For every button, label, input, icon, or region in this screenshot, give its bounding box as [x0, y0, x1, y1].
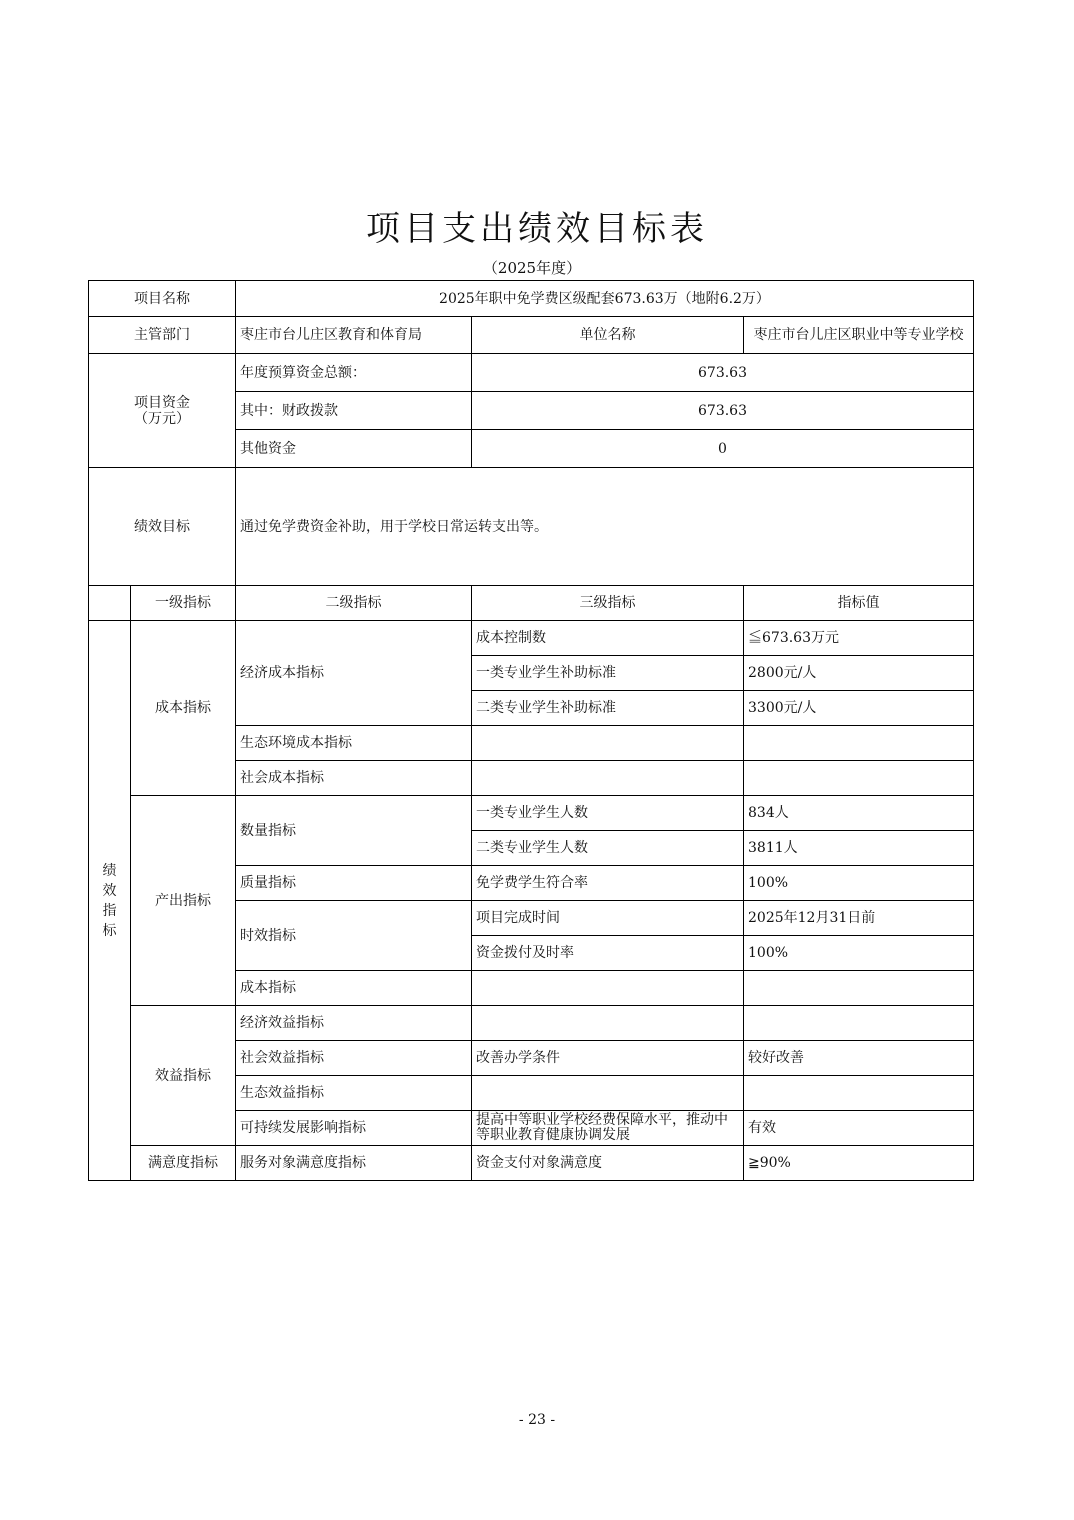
value-cell: ≦673.63万元 [744, 621, 974, 656]
value-cell [744, 726, 974, 761]
level2-cell: 社会成本指标 [236, 761, 472, 796]
level3-cell: 二类专业学生补助标准 [472, 691, 744, 726]
table-row [89, 796, 974, 831]
value-cell: 有效 [744, 1111, 974, 1146]
level2-cell: 社会效益指标 [236, 1041, 472, 1076]
header-level1: 一级指标 [131, 586, 236, 621]
table-row [89, 1006, 974, 1041]
level3-cell: 资金支付对象满意度 [472, 1146, 744, 1181]
value-cell: 834人 [744, 796, 974, 831]
page-number: - 23 - [518, 1412, 556, 1428]
project-name-value: 2025年职中免学费区级配套673.63万（地附6.2万） [236, 281, 974, 317]
level2-cell: 经济成本指标 [236, 621, 472, 726]
level2-cell: 可持续发展影响指标 [236, 1111, 472, 1146]
value-cell: 100% [744, 866, 974, 901]
level2-cell: 时效指标 [236, 901, 472, 971]
value-cell: 2800元/人 [744, 656, 974, 691]
level2-cell: 质量指标 [236, 866, 472, 901]
funds-item-label: 其中：财政拨款 [236, 392, 472, 430]
table-header-row [89, 586, 974, 621]
project-name-label: 项目名称 [89, 281, 236, 317]
funds-item-label: 其他资金 [236, 430, 472, 468]
value-cell [744, 971, 974, 1006]
level2-cell: 成本指标 [236, 971, 472, 1006]
unit-label: 单位名称 [472, 317, 744, 354]
level2-cell: 数量指标 [236, 796, 472, 866]
value-cell: ≧90% [744, 1146, 974, 1181]
funds-item-value: 0 [472, 430, 974, 468]
funds-item-label: 年度预算资金总额： [236, 354, 472, 392]
level3-cell [472, 971, 744, 1006]
level3-cell: 资金拨付及时率 [472, 936, 744, 971]
level3-cell: 一类专业学生人数 [472, 796, 744, 831]
page-title: 项目支出绩效目标表 [366, 209, 708, 249]
goal-value: 通过免学费资金补助，用于学校日常运转支出等。 [236, 468, 974, 586]
level3-cell [472, 1006, 744, 1041]
level3-cell: 改善办学条件 [472, 1041, 744, 1076]
value-cell: 2025年12月31日前 [744, 901, 974, 936]
unit-value: 枣庄市台儿庄区职业中等专业学校 [744, 317, 974, 354]
table-row [89, 281, 974, 317]
level2-cell: 生态环境成本指标 [236, 726, 472, 761]
fiscal-year: （2025年度） [482, 259, 582, 277]
value-cell: 3300元/人 [744, 691, 974, 726]
header-level2: 二级指标 [236, 586, 472, 621]
level3-cell: 成本控制数 [472, 621, 744, 656]
funds-item-value: 673.63 [472, 392, 974, 430]
funds-item-value: 673.63 [472, 354, 974, 392]
value-cell: 100% [744, 936, 974, 971]
table-row [89, 468, 974, 586]
level3-cell: 免学费学生符合率 [472, 866, 744, 901]
table-row [89, 317, 974, 354]
value-cell: 较好改善 [744, 1041, 974, 1076]
header-level3: 三级指标 [472, 586, 744, 621]
indicators-section-label: 绩效指标 [89, 621, 131, 1181]
level3-cell: 提高中等职业学校经费保障水平，推动中等职业教育健康协调发展 [472, 1111, 744, 1146]
level1-benefit: 效益指标 [131, 1006, 236, 1146]
level2-cell: 生态效益指标 [236, 1076, 472, 1111]
level3-cell: 项目完成时间 [472, 901, 744, 936]
level3-cell: 二类专业学生人数 [472, 831, 744, 866]
value-cell [744, 761, 974, 796]
level1-output: 产出指标 [131, 796, 236, 1006]
table-row [89, 1146, 974, 1181]
level3-cell [472, 761, 744, 796]
level1-satisfaction: 满意度指标 [131, 1146, 236, 1181]
funds-label: 项目资金 （万元） [89, 354, 236, 468]
dept-label: 主管部门 [89, 317, 236, 354]
dept-value: 枣庄市台儿庄区教育和体育局 [236, 317, 472, 354]
goal-label: 绩效目标 [89, 468, 236, 586]
level3-cell [472, 726, 744, 761]
value-cell [744, 1076, 974, 1111]
header-value: 指标值 [744, 586, 974, 621]
level2-cell: 经济效益指标 [236, 1006, 472, 1041]
level3-cell [472, 1076, 744, 1111]
level2-cell: 服务对象满意度指标 [236, 1146, 472, 1181]
performance-goal-table [88, 280, 974, 1181]
value-cell [744, 1006, 974, 1041]
header-blank [89, 586, 131, 621]
level3-cell: 一类专业学生补助标准 [472, 656, 744, 691]
table-row [89, 621, 974, 656]
value-cell: 3811人 [744, 831, 974, 866]
table-row [89, 354, 974, 392]
level1-cost: 成本指标 [131, 621, 236, 796]
